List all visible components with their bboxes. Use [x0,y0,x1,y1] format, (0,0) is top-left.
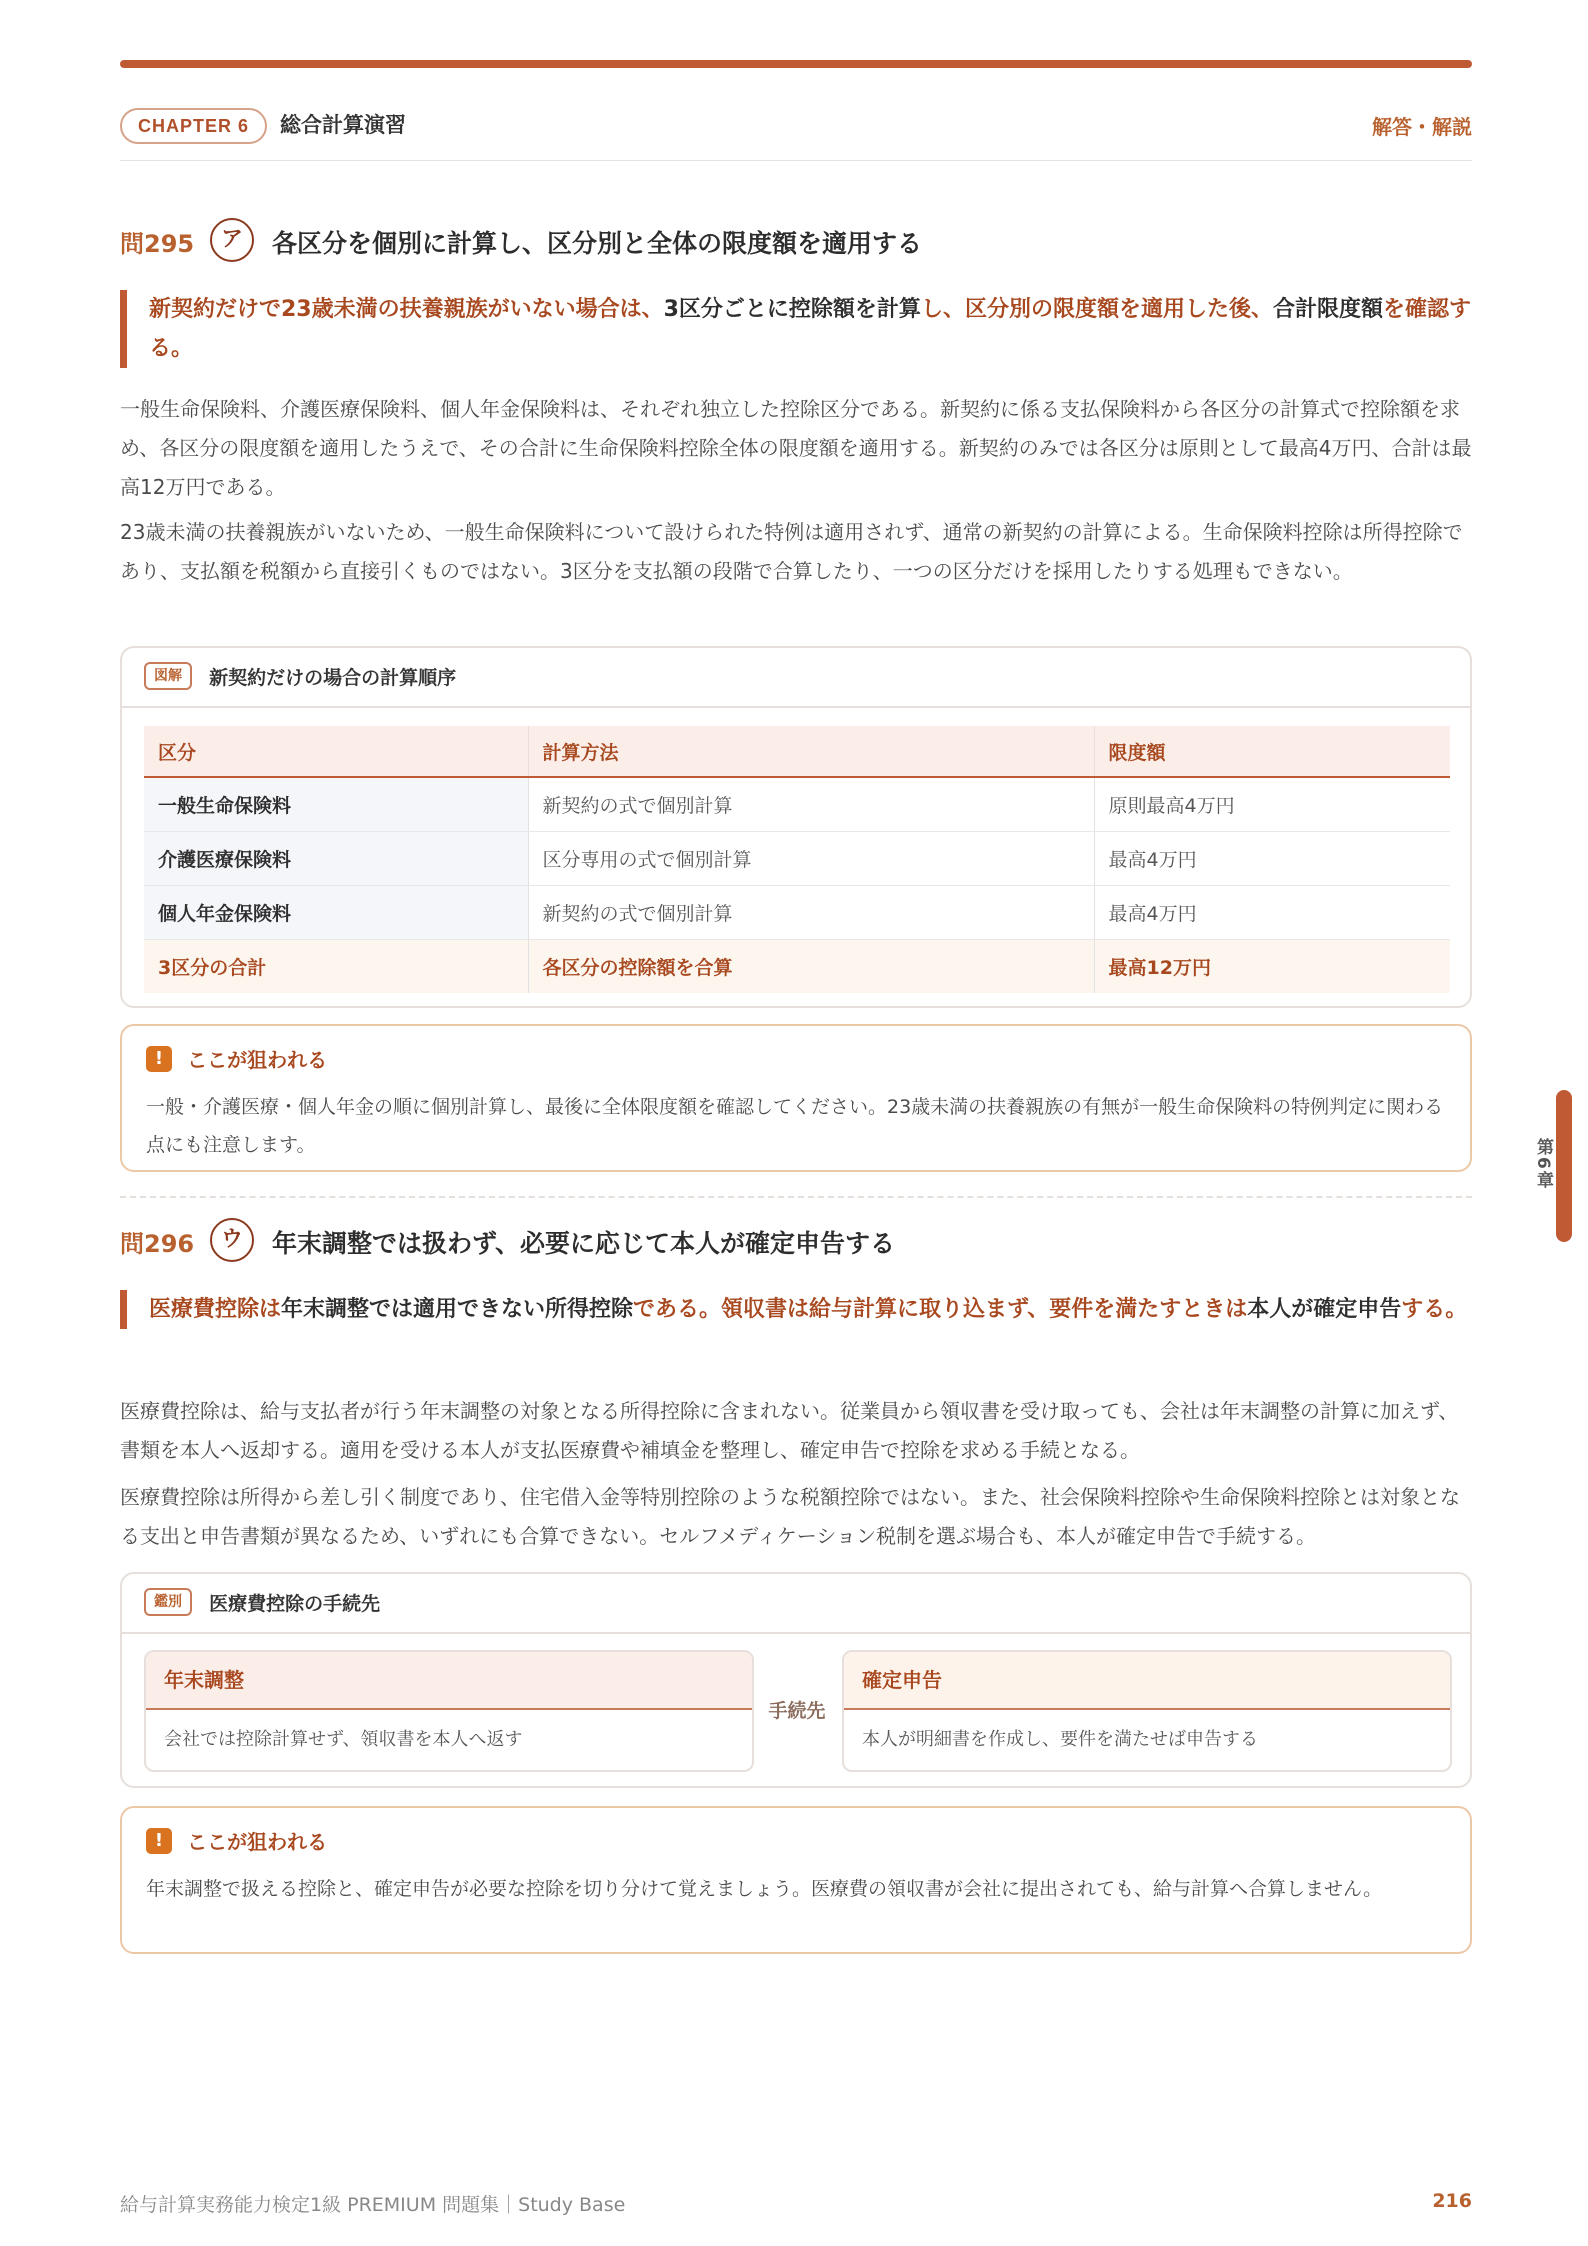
card-text: 本人が明細書を作成し、要件を満たせば申告する [862,1729,1258,1750]
keypoint-segment: 新契約だけで23歳未満の扶養親族がいない場合は、 [149,297,664,322]
table-cell: 最高4万円 [1094,832,1450,886]
figure-title: 新契約だけの場合の計算順序 [209,666,457,689]
question-296-paragraph-1: 医療費控除は、給与支払者が行う年末調整の対象となる所得控除に含まれない。従業員から領収書を受け取っても、会社は年末調整の計算に加えず、書類を本人へ返却する。適用を受ける本人が支払医療費や補填金を整理し、確定申告で控除を求める手続となる。 [120,1399,1459,1462]
column-header: 計算方法 [528,726,1094,777]
table-cell: 新契約の式で個別計算 [528,886,1094,940]
keypoint-segment: 年末調整では適用できない所得控除 [281,1297,634,1322]
question-295-warning [120,1024,1472,1172]
answer-circle: ウ [210,1218,254,1262]
keypoint-segment: 合計限度額 [1272,297,1383,322]
warning-text: 一般・介護医療・個人年金の順に個別計算し、最後に全体限度額を確認してください。23歳未満の扶養親族の有無が一般生命保険料の特例判定に関わる点にも注意します。 [146,1096,1444,1156]
figure-header [144,662,456,692]
table-cell: 区分専用の式で個別計算 [528,832,1094,886]
table-cell: 最高4万円 [1094,886,1450,940]
card-text: 会社では控除計算せず、領収書を本人へ返す [164,1729,523,1750]
tax-return-card [842,1650,1452,1772]
column-header: 限度額 [1094,726,1450,777]
table-cell: 個人年金保険料 [144,886,528,940]
answer-circle: ア [210,218,254,262]
table-header-row [144,726,1450,777]
table-row [144,777,1450,832]
figure-title: 医療費控除の手続先 [209,1592,381,1615]
table-cell: 最高12万円 [1094,940,1450,994]
calculation-table [144,726,1450,993]
keypoint-segment: 医療費控除は [149,1297,282,1322]
table-cell: 一般生命保険料 [144,777,528,832]
question-295-header [120,216,1472,266]
table-cell: 原則最高4万円 [1094,777,1450,832]
question-296-paragraph-2: 医療費控除は所得から差し引く制度であり、住宅借入金等特別控除のような税額控除ではない。また、社会保険料控除や生命保険料控除とは対象となる支出と申告書類が異なるため、いずれにも合算できない。セルフメディケーション税制を選ぶ場合も、本人が確定申告で手続する。 [120,1485,1460,1548]
table-total-row [144,940,1450,994]
question-title: 各区分を個別に計算し、区分別と全体の限度額を適用する [272,229,923,258]
page-header [120,106,1472,150]
table-row [144,832,1450,886]
question-296-keypoint [120,1290,1472,1329]
keypoint-segment: し、区分別の限度額を適用した後、 [920,297,1273,322]
question-296-warning [120,1806,1472,1954]
warning-title: ここが狙われる [187,1830,328,1854]
exclamation-icon: ! [146,1828,172,1854]
table-cell: 新契約の式で個別計算 [528,777,1094,832]
question-295-keypoint [120,290,1472,368]
calculation-order-figure [120,646,1472,1008]
question-295-paragraph-1: 一般生命保険料、介護医療保険料、個人年金保険料は、それぞれ独立した控除区分である。新契約に係る支払保険料から各区分の計算式で控除額を求め、各区分の限度額を適用したうえで、その合計に生命保険料控除全体の限度額を適用する。新契約のみでは各区分は原則として最高4万円、合計は最高12万円である。 [120,397,1472,499]
chapter-badge: CHAPTER 6 [120,108,267,144]
question-296-header [120,1216,1472,1266]
card-title: 年末調整 [146,1652,752,1710]
keypoint-segment: 3区分ごとに控除額を計算 [663,297,921,322]
keypoint-segment: 本人が確定申告 [1247,1297,1402,1322]
page-number: 216 [1432,2190,1472,2212]
warning-title: ここが狙われる [187,1048,328,1072]
table-cell: 各区分の控除額を合算 [528,940,1094,994]
section-divider [120,1196,1472,1198]
column-header: 区分 [144,726,528,777]
warning-text: 年末調整で扱える控除と、確定申告が必要な控除を切り分けて覚えましょう。医療費の領収書が会社に提出されても、給与計算へ合算しません。 [146,1878,1383,1900]
header-divider [120,160,1472,161]
year-end-adjustment-card [144,1650,754,1772]
exclamation-icon: ! [146,1046,172,1072]
chapter-side-label: 第6章 [1533,1138,1553,1190]
warning-header [146,1826,327,1856]
figure-divider [122,706,1470,708]
question-295-paragraph-2: 23歳未満の扶養親族がいないため、一般生命保険料について設けられた特例は適用されず、通常の新契約の計算による。生命保険料控除は所得控除であり、支払額を税額から直接引くものではない。3区分を支払額の段階で合算したり、一つの区分だけを採用したりする処理もできない。 [120,520,1463,583]
question-title: 年末調整では扱わず、必要に応じて本人が確定申告する [272,1229,896,1258]
top-accent-rule [120,60,1472,68]
figure-divider [122,1632,1470,1634]
table-row [144,886,1450,940]
figure-tag: 図解 [144,662,192,690]
figure-header [144,1588,380,1618]
figure-tag: 鑑別 [144,1588,192,1616]
procedure-label: 手続先 [768,1700,826,1722]
keypoint-segment: を確認する。 [149,297,1471,361]
footer-book-title: 給与計算実務能力検定1級 PREMIUM 問題集｜Study Base [120,2194,626,2216]
chapter-title: 総合計算演習 [280,113,406,137]
keypoint-segment: である。領収書は給与計算に取り込まず、要件を満たすときは [633,1297,1248,1322]
question-number: 問295 [120,230,195,258]
card-title: 確定申告 [844,1652,1450,1710]
keypoint-segment: する。 [1401,1297,1468,1322]
answer-section-label: 解答・解説 [1372,115,1472,139]
table-cell: 介護医療保険料 [144,832,528,886]
chapter-side-tab[interactable] [1556,1090,1572,1242]
question-number: 問296 [120,1230,195,1258]
procedure-figure [120,1572,1472,1788]
warning-header [146,1044,327,1074]
table-cell: 3区分の合計 [144,940,528,994]
